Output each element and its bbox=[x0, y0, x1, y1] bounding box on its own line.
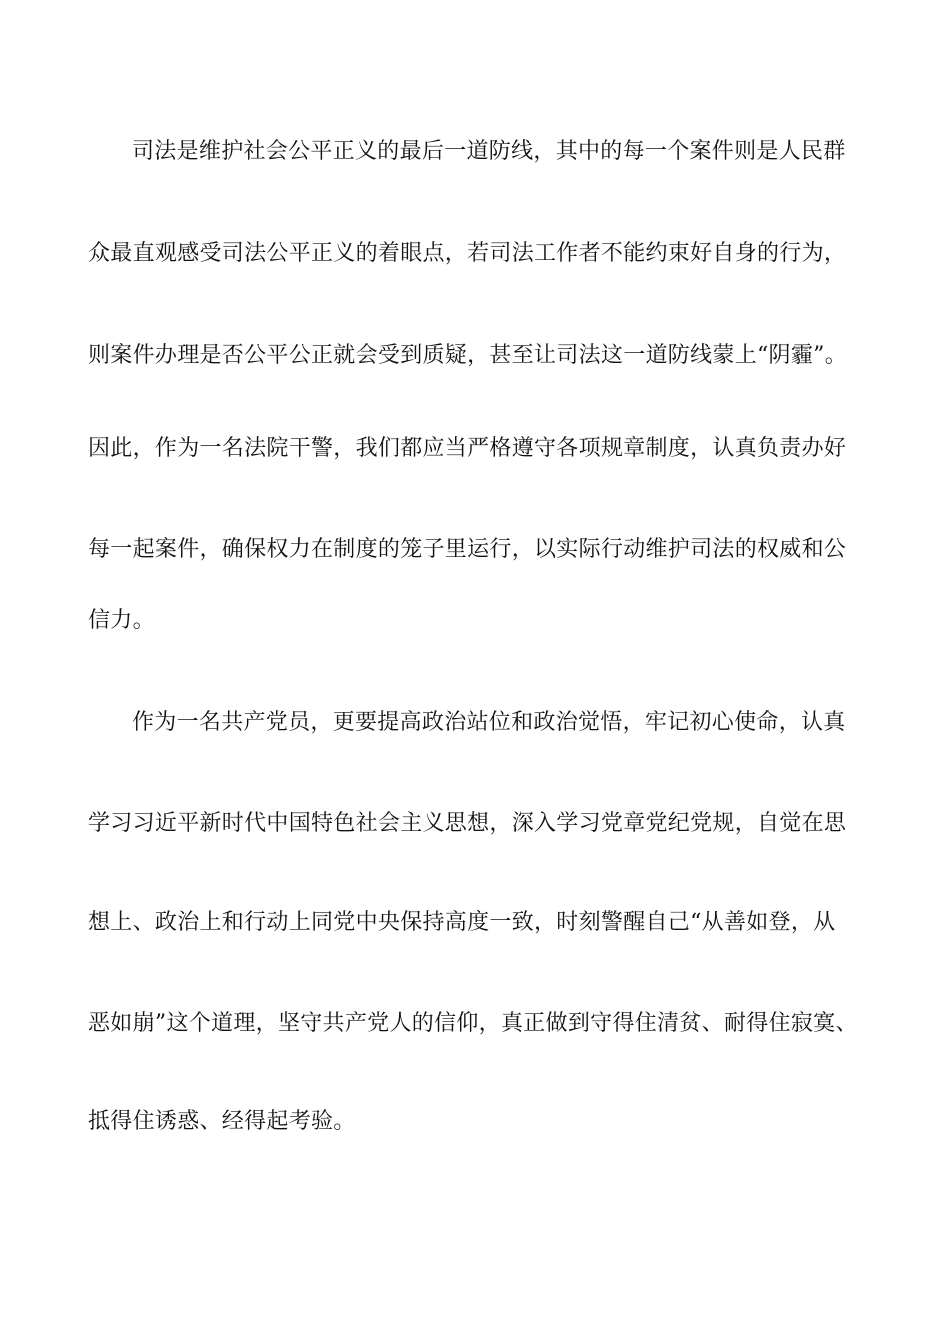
paragraph-1-line-4: 因此，作为一名法院干警，我们都应当严格遵守各项规章制度，认真负责办好 bbox=[88, 436, 847, 461]
paragraph-1-line-1: 司法是维护社会公平正义的最后一道防线，其中的每一个案件则是人民群 bbox=[132, 139, 846, 164]
paragraph-2-line-2: 学习习近平新时代中国特色社会主义思想，深入学习党章党纪党规，自觉在思 bbox=[88, 811, 847, 836]
paragraph-2-line-3: 想上、政治上和行动上同党中央保持高度一致，时刻警醒自己“从善如登，从 bbox=[88, 910, 836, 935]
paragraph-1-line-6: 信力。 bbox=[88, 608, 155, 633]
paragraph-2-line-1: 作为一名共产党员，更要提高政治站位和政治觉悟，牢记初心使命，认真 bbox=[132, 710, 846, 735]
paragraph-2-line-5: 抵得住诱惑、经得起考验。 bbox=[88, 1109, 356, 1134]
paragraph-2-line-4: 恶如崩”这个道理，坚守共产党人的信仰，真正做到守得住清贫、耐得住寂寞、 bbox=[88, 1011, 858, 1036]
paragraph-1-line-3: 则案件办理是否公平公正就会受到质疑，甚至让司法这一道防线蒙上“阴霾”。 bbox=[88, 343, 847, 368]
paragraph-1-line-5: 每一起案件，确保权力在制度的笼子里运行，以实际行动维护司法的权威和公 bbox=[88, 537, 847, 562]
paragraph-1-line-2: 众最直观感受司法公平正义的着眼点，若司法工作者不能约束好自身的行为， bbox=[88, 241, 847, 266]
